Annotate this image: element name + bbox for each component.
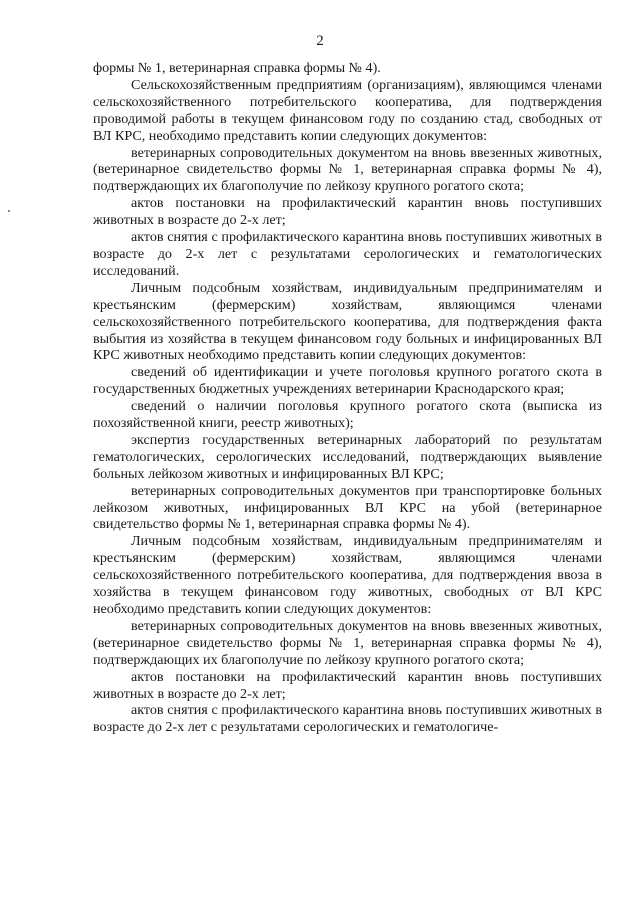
- document-body: [93, 60, 602, 736]
- paragraph: актов постановки на профилактический карантин вновь поступивших животных в возрасте до 2-х лет;: [93, 668, 602, 702]
- paragraph: ветеринарных сопроводительных документом на вновь ввезенных животных, (ветеринарное свидетельство формы № 1, ветеринарная справка формы № 4), подтверждающих их благополучие по лейкозу крупного рогатого скота;: [93, 144, 602, 195]
- paragraph: сведений о наличии поголовья крупного рогатого скота (выписка из похозяйственной книги, реестр животных);: [93, 398, 602, 432]
- paragraph: актов постановки на профилактический карантин вновь поступивших животных в возрасте до 2-х лет;: [93, 195, 602, 229]
- paragraph: Личным подсобным хозяйствам, индивидуальным предпринимателям и крестьянским (фермерским) хозяйствам, являющимся членами сельскохозяйственного потребительского кооператива, для подтверждения факта выбытия из хозяйства в текущем финансовом году больных и инфицированных ВЛ КРС животных необходимо представить копии следующих документов:: [93, 279, 602, 364]
- paragraph: актов снятия с профилактического карантина вновь поступивших животных в возрасте до 2-х лет с результатами серологических и гематологических исследований.: [93, 229, 602, 279]
- paragraph: актов снятия с профилактического карантина вновь поступивших животных в возрасте до 2-х лет с результатами серологических и гематологиче-: [93, 702, 602, 736]
- page-number: 2: [316, 33, 324, 49]
- paragraph: формы № 1, ветеринарная справка формы № 4).: [93, 60, 381, 76]
- paragraph: ветеринарных сопроводительных документов при транспортировке больных лейкозом животных, инфицированных ВЛ КРС на убой (ветеринарное свидетельство формы № 1, ветеринарная справка формы № 4).: [93, 482, 602, 533]
- paragraph: экспертиз государственных ветеринарных лабораторий по результатам гематологических, серологических исследований, подтверждающих выявление больных лейкозом животных и инфицированных ВЛ КРС;: [93, 431, 602, 482]
- paragraph: Личным подсобным хозяйствам, индивидуальным предпринимателям и крестьянским (фермерским) хозяйствам, являющимся членами сельскохозяйственного потребительского кооператива, для подтверждения ввоза в хозяйства в текущем финансовом году животных, свободных от ВЛ КРС необходимо представить копии следующих документов:: [93, 533, 602, 617]
- paragraph: ветеринарных сопроводительных документов на вновь ввезенных животных, (ветеринарное свидетельство формы № 1, ветеринарная справка формы № 4), подтверждающих их благополучие по лейкозу крупного рогатого скота;: [93, 617, 602, 668]
- paragraph: Сельскохозяйственным предприятиям (организациям), являющимся членами сельскохозяйственного потребительского кооператива, для подтверждения проводимой работы в текущем финансовом году по созданию стад, свободных от ВЛ КРС, необходимо представить копии следующих документов:: [93, 76, 602, 144]
- paragraph: сведений об идентификации и учете поголовья крупного рогатого скота в государственных бюджетных учреждениях ветеринарии Краснодарского края;: [93, 364, 602, 398]
- scan-speck: [8, 210, 10, 212]
